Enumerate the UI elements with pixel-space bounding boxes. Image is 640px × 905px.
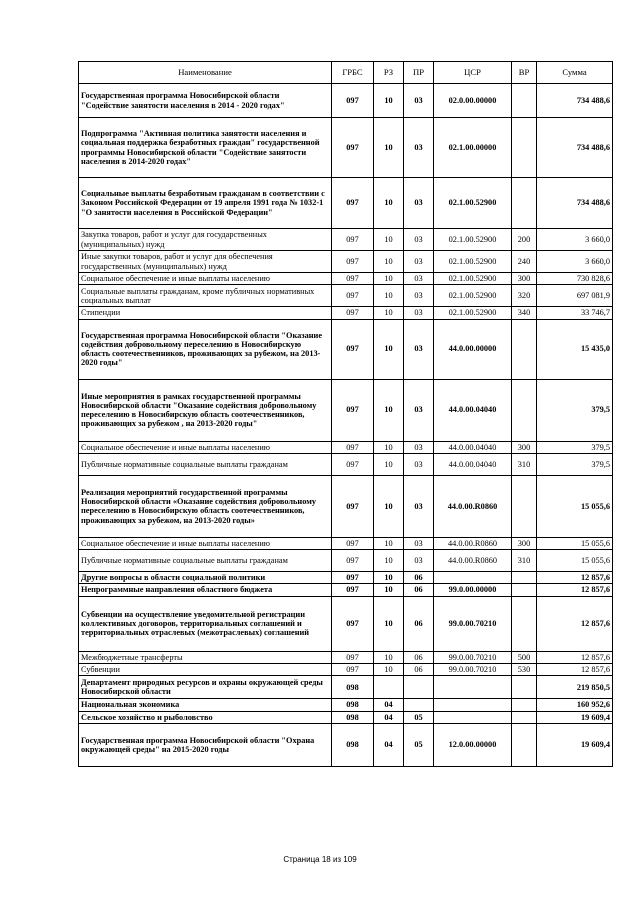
table-row [79, 118, 613, 178]
cell-grbs: 097 [332, 319, 374, 379]
cell-vr: 320 [512, 285, 537, 307]
cell-sum: 15 055,6 [537, 550, 613, 572]
cell-sum: 33 746,7 [537, 307, 613, 319]
cell-grbs: 097 [332, 453, 374, 475]
cell-rz: 04 [374, 723, 404, 766]
cell-rz: 10 [374, 379, 404, 441]
cell-grbs: 098 [332, 676, 374, 699]
cell-name: Непрограммные направления областного бюджета [79, 584, 332, 596]
cell-rz: 10 [374, 229, 404, 251]
cell-name: Национальная экономика [79, 699, 332, 711]
cell-grbs: 098 [332, 699, 374, 711]
cell-name: Государственная программа Новосибирской области "Оказание содействия добровольному переселению в Новосибирскую область соотечественников, проживающих за рубежом, на 2013-2020 годы" [79, 319, 332, 379]
header-vr: ВР [512, 62, 537, 84]
cell-name: Социальное обеспечение и иные выплаты населению [79, 273, 332, 285]
cell-csr: 99.0.00.70210 [434, 596, 512, 651]
cell-grbs: 097 [332, 537, 374, 549]
cell-csr: 02.1.00.52900 [434, 178, 512, 229]
table-header-row [79, 62, 613, 84]
cell-vr [512, 178, 537, 229]
cell-grbs: 097 [332, 572, 374, 584]
cell-grbs: 098 [332, 711, 374, 723]
cell-csr: 44.0.00.R0860 [434, 537, 512, 549]
cell-sum: 15 435,0 [537, 319, 613, 379]
table-row [79, 251, 613, 273]
table-row [79, 723, 613, 766]
header-pr: ПР [404, 62, 434, 84]
table-row [79, 273, 613, 285]
cell-pr: 06 [404, 651, 434, 663]
cell-csr: 99.0.00.70210 [434, 663, 512, 675]
table-row [79, 699, 613, 711]
cell-vr [512, 676, 537, 699]
table-row [79, 651, 613, 663]
cell-csr: 44.0.00.R0860 [434, 475, 512, 537]
cell-grbs: 098 [332, 723, 374, 766]
cell-grbs: 097 [332, 251, 374, 273]
cell-name: Сельское хозяйство и рыболовство [79, 711, 332, 723]
cell-csr: 44.0.00.00000 [434, 319, 512, 379]
cell-pr: 06 [404, 572, 434, 584]
cell-vr [512, 699, 537, 711]
cell-name: Государственная программа Новосибирской области "Содействие занятости населения в 2014 - 2020 годах" [79, 84, 332, 118]
cell-name: Субвенции на осуществление уведомительной регистрации коллективных договоров, территориальных соглашений и территориальных отраслевых (межотраслевых) соглашений [79, 596, 332, 651]
cell-sum: 12 857,6 [537, 596, 613, 651]
table-row [79, 229, 613, 251]
cell-rz: 04 [374, 699, 404, 711]
cell-grbs: 097 [332, 118, 374, 178]
cell-sum: 12 857,6 [537, 584, 613, 596]
cell-csr: 02.1.00.52900 [434, 251, 512, 273]
cell-name: Департамент природных ресурсов и охраны окружающей среды Новосибирской области [79, 676, 332, 699]
cell-sum: 379,5 [537, 441, 613, 453]
cell-vr [512, 118, 537, 178]
cell-pr [404, 699, 434, 711]
cell-grbs: 097 [332, 475, 374, 537]
cell-csr [434, 676, 512, 699]
cell-pr: 03 [404, 285, 434, 307]
cell-name: Государственная программа Новосибирской области "Охрана окружающей среды" на 2015-2020 годы [79, 723, 332, 766]
cell-sum: 219 850,5 [537, 676, 613, 699]
cell-csr: 44.0.00.04040 [434, 453, 512, 475]
cell-csr: 02.0.00.00000 [434, 84, 512, 118]
table-row [79, 711, 613, 723]
cell-rz: 10 [374, 273, 404, 285]
cell-sum: 379,5 [537, 379, 613, 441]
cell-sum: 379,5 [537, 453, 613, 475]
cell-sum: 730 828,6 [537, 273, 613, 285]
cell-name: Иные мероприятия в рамках государственной программы Новосибирской области "Оказание содействия добровольному переселению в Новосибирскую область соотечественников, проживающих за рубежом , на 2013-2020 годы" [79, 379, 332, 441]
table-row [79, 84, 613, 118]
cell-vr [512, 379, 537, 441]
header-csr: ЦСР [434, 62, 512, 84]
cell-vr: 240 [512, 251, 537, 273]
cell-rz: 10 [374, 118, 404, 178]
cell-rz: 10 [374, 285, 404, 307]
cell-name: Социальные выплаты гражданам, кроме публичных нормативных социальных выплат [79, 285, 332, 307]
cell-pr: 03 [404, 178, 434, 229]
cell-pr: 03 [404, 273, 434, 285]
cell-pr: 03 [404, 537, 434, 549]
cell-csr: 02.1.00.52900 [434, 307, 512, 319]
table-row [79, 663, 613, 675]
cell-vr [512, 723, 537, 766]
cell-pr: 05 [404, 723, 434, 766]
cell-csr: 44.0.00.04040 [434, 441, 512, 453]
cell-pr [404, 676, 434, 699]
cell-csr: 02.1.00.52900 [434, 229, 512, 251]
cell-sum: 19 609,4 [537, 711, 613, 723]
table-row [79, 584, 613, 596]
cell-pr: 03 [404, 453, 434, 475]
cell-grbs: 097 [332, 550, 374, 572]
cell-csr [434, 711, 512, 723]
table-row [79, 285, 613, 307]
cell-sum: 697 081,9 [537, 285, 613, 307]
table-row [79, 550, 613, 572]
cell-vr [512, 711, 537, 723]
cell-pr: 06 [404, 596, 434, 651]
cell-grbs: 097 [332, 178, 374, 229]
cell-csr: 12.0.00.00000 [434, 723, 512, 766]
cell-grbs: 097 [332, 584, 374, 596]
cell-vr: 310 [512, 550, 537, 572]
table-row [79, 178, 613, 229]
cell-csr: 99.0.00.00000 [434, 584, 512, 596]
cell-name: Подпрограмма "Активная политика занятости населения и социальная поддержка безработных граждан" государственной программы Новосибирской области "Содействие занятости населения в 2014-2020 годах" [79, 118, 332, 178]
cell-vr [512, 572, 537, 584]
cell-csr: 44.0.00.R0860 [434, 550, 512, 572]
table-row [79, 379, 613, 441]
cell-rz: 10 [374, 441, 404, 453]
cell-sum: 160 952,6 [537, 699, 613, 711]
cell-sum: 15 055,6 [537, 475, 613, 537]
cell-pr: 03 [404, 307, 434, 319]
cell-pr: 03 [404, 84, 434, 118]
cell-vr [512, 319, 537, 379]
cell-sum: 12 857,6 [537, 572, 613, 584]
cell-pr: 06 [404, 584, 434, 596]
cell-sum: 15 055,6 [537, 537, 613, 549]
cell-rz: 10 [374, 584, 404, 596]
cell-grbs: 097 [332, 307, 374, 319]
cell-sum: 3 660,0 [537, 251, 613, 273]
cell-pr: 03 [404, 550, 434, 572]
cell-vr: 340 [512, 307, 537, 319]
cell-name: Другие вопросы в области социальной политики [79, 572, 332, 584]
cell-pr: 03 [404, 319, 434, 379]
cell-sum: 12 857,6 [537, 651, 613, 663]
cell-sum: 734 488,6 [537, 84, 613, 118]
cell-vr [512, 584, 537, 596]
cell-name: Социальные выплаты безработным гражданам в соответствии с Законом Российской Федерации от 19 апреля 1991 года № 1032-1 "О занятости населения в Российской Федерации" [79, 178, 332, 229]
cell-name: Реализация мероприятий государственной программы Новосибирской области «Оказание содействия добровольному переселению в Новосибирскую область соотечественников, проживающих за рубежом, на 2013-2020 годы» [79, 475, 332, 537]
cell-vr [512, 84, 537, 118]
table-row [79, 453, 613, 475]
cell-csr: 02.1.00.52900 [434, 273, 512, 285]
header-name: Наименование [79, 62, 332, 84]
cell-grbs: 097 [332, 663, 374, 675]
table-row [79, 307, 613, 319]
cell-pr: 03 [404, 441, 434, 453]
cell-grbs: 097 [332, 379, 374, 441]
table-row [79, 676, 613, 699]
cell-sum: 12 857,6 [537, 663, 613, 675]
cell-name: Социальное обеспечение и иные выплаты населению [79, 441, 332, 453]
cell-pr: 05 [404, 711, 434, 723]
cell-csr: 44.0.00.04040 [434, 379, 512, 441]
page-number: Страница 18 из 109 [283, 855, 357, 864]
cell-grbs: 097 [332, 229, 374, 251]
cell-rz: 10 [374, 319, 404, 379]
cell-grbs: 097 [332, 596, 374, 651]
table-row [79, 319, 613, 379]
cell-vr: 310 [512, 453, 537, 475]
cell-sum: 19 609,4 [537, 723, 613, 766]
cell-rz: 10 [374, 251, 404, 273]
cell-rz [374, 676, 404, 699]
cell-pr: 03 [404, 251, 434, 273]
cell-grbs: 097 [332, 285, 374, 307]
cell-grbs: 097 [332, 84, 374, 118]
cell-rz: 10 [374, 307, 404, 319]
cell-vr: 300 [512, 441, 537, 453]
cell-rz: 10 [374, 663, 404, 675]
cell-sum: 3 660,0 [537, 229, 613, 251]
cell-rz: 10 [374, 550, 404, 572]
cell-name: Стипендии [79, 307, 332, 319]
cell-vr: 300 [512, 537, 537, 549]
cell-pr: 03 [404, 118, 434, 178]
cell-pr: 03 [404, 379, 434, 441]
budget-table [78, 61, 613, 767]
cell-csr [434, 572, 512, 584]
header-sum: Сумма [537, 62, 613, 84]
cell-pr: 06 [404, 663, 434, 675]
cell-vr: 500 [512, 651, 537, 663]
header-grbs: ГРБС [332, 62, 374, 84]
cell-pr: 03 [404, 475, 434, 537]
cell-pr: 03 [404, 229, 434, 251]
cell-csr: 02.1.00.52900 [434, 285, 512, 307]
cell-vr: 300 [512, 273, 537, 285]
header-rz: РЗ [374, 62, 404, 84]
table-row [79, 572, 613, 584]
cell-rz: 10 [374, 537, 404, 549]
cell-grbs: 097 [332, 273, 374, 285]
cell-grbs: 097 [332, 651, 374, 663]
cell-rz: 10 [374, 596, 404, 651]
table-body [79, 84, 613, 767]
cell-vr: 530 [512, 663, 537, 675]
cell-rz: 10 [374, 178, 404, 229]
cell-vr [512, 475, 537, 537]
table-row [79, 537, 613, 549]
cell-rz: 10 [374, 84, 404, 118]
cell-csr: 02.1.00.00000 [434, 118, 512, 178]
cell-sum: 734 488,6 [537, 118, 613, 178]
cell-name: Иные закупки товаров, работ и услуг для обеспечения государственных (муниципальных) нужд [79, 251, 332, 273]
cell-name: Публичные нормативные социальные выплаты гражданам [79, 453, 332, 475]
cell-rz: 10 [374, 651, 404, 663]
cell-rz: 10 [374, 475, 404, 537]
cell-csr [434, 699, 512, 711]
table-row [79, 475, 613, 537]
cell-vr: 200 [512, 229, 537, 251]
cell-name: Субвенции [79, 663, 332, 675]
cell-grbs: 097 [332, 441, 374, 453]
table-row [79, 441, 613, 453]
cell-rz: 10 [374, 572, 404, 584]
cell-rz: 04 [374, 711, 404, 723]
table-row [79, 596, 613, 651]
cell-vr [512, 596, 537, 651]
cell-name: Закупка товаров, работ и услуг для государственных (муниципальных) нужд [79, 229, 332, 251]
cell-name: Социальное обеспечение и иные выплаты населению [79, 537, 332, 549]
cell-name: Межбюджетные трансферты [79, 651, 332, 663]
cell-sum: 734 488,6 [537, 178, 613, 229]
cell-name: Публичные нормативные социальные выплаты гражданам [79, 550, 332, 572]
cell-rz: 10 [374, 453, 404, 475]
cell-csr: 99.0.00.70210 [434, 651, 512, 663]
